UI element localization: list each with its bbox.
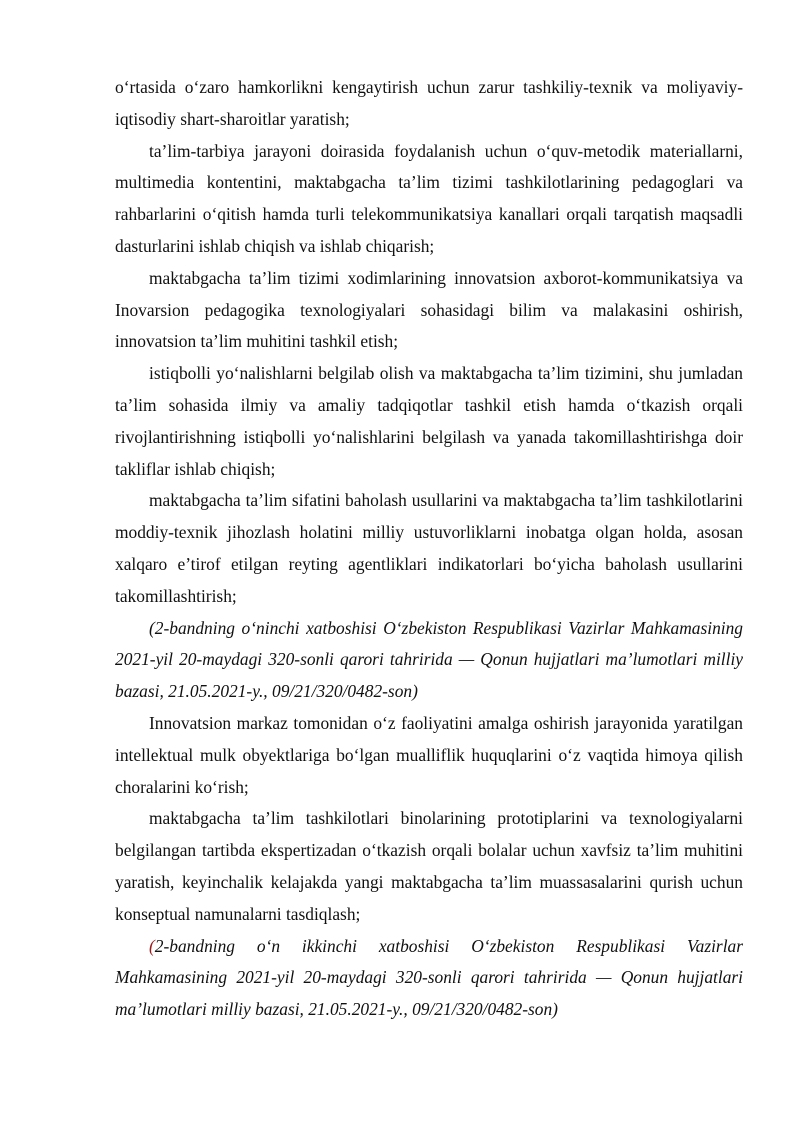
amendment-note-twelfth — [115, 931, 743, 1026]
amendment-note-tenth: (2-bandning o‘ninchi xatboshisi O‘zbekiston Respublikasi Vazirlar Mahkamasining 2021-yil 20-maydagi 320-sonli qarori tahririda — Qonun hujjatlari ma’lumotlari milliy bazasi, 21.05.2021-y., 09/21/320/0482-son) — [115, 617, 743, 702]
paragraph-learning-materials: ta’lim-tarbiya jarayoni doirasida foydalanish uchun o‘quv-metodik materiallarni, multimedia kontentini, maktabgacha ta’lim tizimi tashkilotlarining pedagoglari va rahbarlarini o‘qitish hamda turli telekommunikatsiya kanallari orqali tarqatish maqsadli dasturlarini ishlab chiqish va ishlab chiqarish; — [115, 140, 743, 256]
amendment-note-twelfth-text: 2-bandning o‘n ikkinchi xatboshisi O‘zbekiston Respublikasi Vazirlar Mahkamasining 2021-yil 20-maydagi 320-sonli qarori tahririda — Qonun hujjatlari ma’lumotlari milliy bazasi, 21.05.2021-y., 09/21/320/0482-son) — [115, 935, 743, 1020]
paragraph-research-directions: istiqbolli yo‘nalishlarni belgilab olish va maktabgacha ta’lim tizimini, shu jumladan ta’lim sohasida ilmiy va amaliy tadqiqotlar tashkil etish hamda o‘tkazish orqali rivojlantirishning istiqbolli yo‘nalishlarini belgilash va yanada takomillashtirishga doir takliflar ishlab chiqish; — [115, 363, 743, 479]
document-page — [115, 72, 743, 1026]
paragraph-staff-training: maktabgacha ta’lim tizimi xodimlarining innovatsion axborot-kommunikatsiya va Inovarsion pedagogika texnologiyalari sohasidagi bilim va malakasini oshirish, innovatsion ta’lim muhitini tashkil etish; — [115, 267, 743, 352]
paragraph-building-prototypes: maktabgacha ta’lim tashkilotlari binolarining prototiplarini va texnologiyalarni belgilangan tartibda ekspertizadan o‘tkazish orqali bolalar uchun xavfsiz ta’lim muhitini yaratish, keyinchalik kelajakda yangi maktabgacha ta’lim muassasalarini qurish uchun konseptual namunalarni tasdiqlash; — [115, 808, 743, 924]
paragraph-quality-assessment: maktabgacha ta’lim sifatini baholash usullarini va maktabgacha ta’lim tashkilotlarini moddiy-texnik jihozlash holatini milliy ustuvorliklarni inobatga olgan holda, asosan xalqaro e’tirof etilgan reyting agentliklari indikatorlari bo‘yicha baholash usullarini takomillashtirish; — [115, 490, 743, 606]
paragraph-continuation: o‘rtasida o‘zaro hamkorlikni kengaytirish uchun zarur tashkiliy-texnik va moliyaviy-iqtisodiy shart-sharoitlar yaratish; — [115, 77, 743, 129]
paragraph-intellectual-property: Innovatsion markaz tomonidan o‘z faoliyatini amalga oshirish jarayonida yaratilgan intellektual mulk obyektlariga bo‘lgan mualliflik huquqlarini o‘z vaqtida himoya qilish choralarini ko‘rish; — [115, 712, 743, 797]
amendment-open-paren: ( — [149, 935, 155, 956]
